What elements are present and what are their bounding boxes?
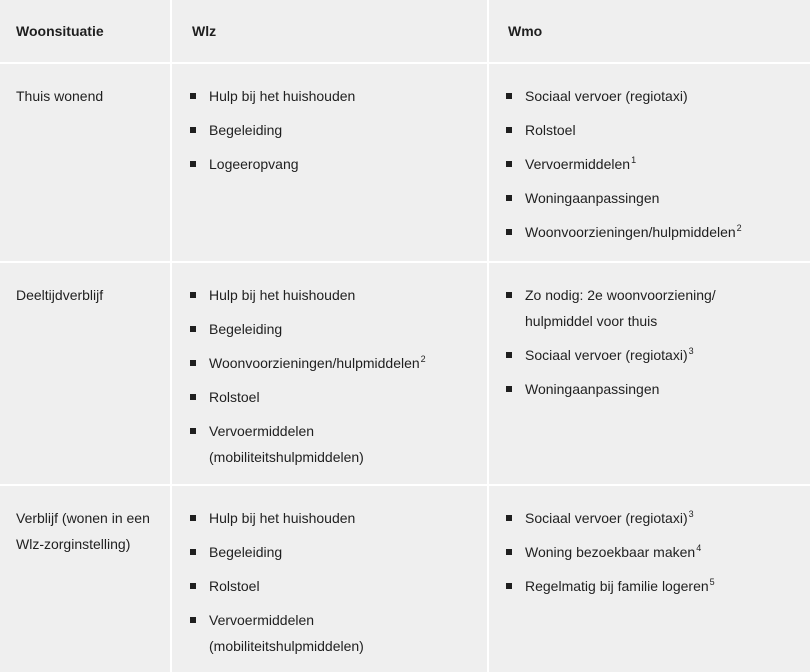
item-text: Hulp bij het huishouden [209,287,356,303]
row-2-wmo-list [489,263,810,402]
item-text: Woningaanpassingen [525,381,660,397]
bullet-icon [190,428,196,434]
item-text: Sociaal vervoer (regiotaxi) [525,510,688,526]
item-text: Begeleiding [209,544,283,560]
item-text: Rolstoel [209,389,260,405]
item-text: Regelmatig bij familie logeren [525,578,709,594]
list-item [504,282,804,334]
item-text: Sociaal vervoer (regiotaxi) [525,347,688,363]
list-item [504,539,804,565]
item-text: Woonvoorzieningen/hulpmiddelen [209,355,420,371]
footnote-marker: 4 [696,543,702,553]
row-1-wlz-cell [172,64,487,261]
item-text: Rolstoel [209,578,260,594]
bullet-icon [506,195,512,201]
row-1-situation: Thuis wonend [0,64,170,261]
bullet-icon [506,93,512,99]
item-text: Rolstoel [525,122,576,138]
row-1-wlz-list [172,64,487,177]
row-3-wmo-cell [489,486,810,672]
footnote-marker: 3 [688,346,694,356]
bullet-icon [190,394,196,400]
list-item [188,418,477,470]
footnote-marker: 3 [688,509,694,519]
list-item [504,219,804,245]
item-text: Vervoermiddelen (mobiliteitshulpmiddelen) [209,423,364,465]
item-text: Vervoermiddelen [525,156,631,172]
row-3-wmo-list [489,486,810,599]
footnote-marker: 5 [709,577,715,587]
row-2-wlz-cell [172,263,487,484]
list-item [188,316,477,342]
list-item [504,117,804,143]
list-item [188,117,477,143]
list-item [188,573,477,599]
item-text: Begeleiding [209,122,283,138]
item-text: Sociaal vervoer (regiotaxi) [525,88,688,104]
bullet-icon [506,352,512,358]
item-text: Zo nodig: 2e woonvoorziening/ hulpmiddel voor thuis [525,287,716,329]
list-item [188,607,477,659]
bullet-icon [506,549,512,555]
row-2-wlz-list [172,263,487,470]
header-wlz: Wlz [172,0,487,62]
bullet-icon [190,617,196,623]
footnote-marker: 2 [736,223,742,233]
list-item [188,151,477,177]
row-1-wmo-cell [489,64,810,261]
bullet-icon [190,292,196,298]
bullet-icon [506,292,512,298]
item-text: Hulp bij het huishouden [209,510,356,526]
list-item [188,505,477,531]
list-item [504,505,804,531]
row-3-wlz-cell [172,486,487,672]
bullet-icon [190,515,196,521]
list-item [504,342,804,368]
list-item [504,83,804,109]
bullet-icon [506,583,512,589]
bullet-icon [190,583,196,589]
list-item [188,282,477,308]
item-text: Woning bezoekbaar maken [525,544,696,560]
bullet-icon [506,161,512,167]
item-text: Hulp bij het huishouden [209,88,356,104]
bullet-icon [190,326,196,332]
list-item [504,573,804,599]
bullet-icon [506,515,512,521]
row-3-situation: Verblijf (wonen in een Wlz-zorginstelling) [0,486,170,672]
footnote-marker: 2 [420,354,426,364]
bullet-icon [190,549,196,555]
header-woonsituatie: Woonsituatie [0,0,170,62]
item-text: Logeeropvang [209,156,299,172]
item-text: Woningaanpassingen [525,190,660,206]
list-item [188,539,477,565]
bullet-icon [190,127,196,133]
item-text: Begeleiding [209,321,283,337]
footnote-marker: 1 [631,155,637,165]
bullet-icon [506,386,512,392]
list-item [504,185,804,211]
list-item [188,350,477,376]
bullet-icon [506,229,512,235]
bullet-icon [506,127,512,133]
list-item [504,376,804,402]
header-wmo: Wmo [489,0,810,62]
bullet-icon [190,161,196,167]
row-3-wlz-list [172,486,487,659]
row-2-wmo-cell [489,263,810,484]
list-item [188,83,477,109]
row-1-wmo-list [489,64,810,245]
row-2-situation: Deeltijdverblijf [0,263,170,484]
item-text: Woonvoorzieningen/hulpmiddelen [525,224,736,240]
list-item [188,384,477,410]
item-text: Vervoermiddelen (mobiliteitshulpmiddelen) [209,612,364,654]
bullet-icon [190,360,196,366]
bullet-icon [190,93,196,99]
list-item [504,151,804,177]
